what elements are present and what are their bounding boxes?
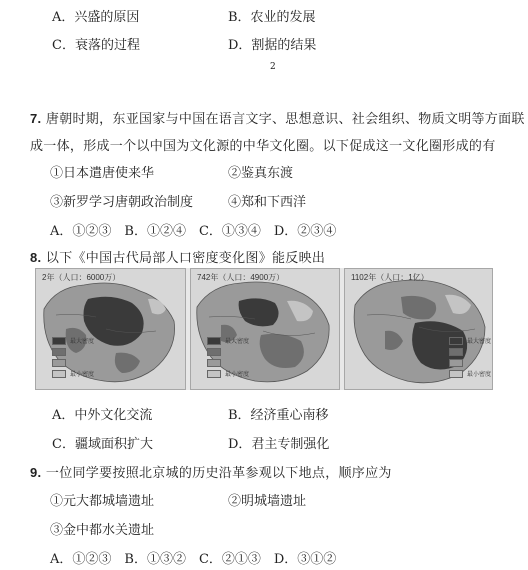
legend-label-min: 最小密度 (70, 372, 95, 378)
q6-option-d: D．割据的结果 (228, 38, 317, 53)
q9-item-1: ①元大都城墙遗址 (50, 494, 155, 509)
legend-swatch-mid (52, 348, 66, 356)
q7-item-1: ①日本遣唐使来华 (50, 166, 155, 181)
q8-stem (30, 247, 325, 266)
map-1-header: 2年（人口：6000万） (42, 273, 121, 282)
map-year-742 (190, 268, 340, 390)
map-3-legend (449, 337, 493, 381)
q7-stem-line2: 成一体，形成一个以中国为文化源的中华文化圈。以下促成这一文化圈形成的有 (30, 139, 496, 154)
legend-swatch-low (207, 359, 221, 367)
q9-stem (30, 462, 392, 481)
map-1-legend (52, 337, 96, 381)
map-3-header: 1102年（人口：1亿） (351, 273, 429, 282)
legend-label-max: 最大密度 (70, 339, 95, 345)
legend-swatch-low (449, 359, 463, 367)
q6-option-c: C．衰落的过程 (52, 38, 140, 53)
q6-option-b: B．农业的发展 (228, 10, 316, 25)
legend-label-max: 最大密度 (225, 339, 250, 345)
map-2-legend (207, 337, 251, 381)
legend-swatch-max (207, 337, 221, 345)
q6-option-a: A．兴盛的原因 (52, 10, 140, 25)
q8-option-b: B．经济重心南移 (228, 408, 329, 423)
q9-number: 9. (30, 465, 42, 480)
q9-item-3: ③金中都水关遗址 (50, 523, 155, 538)
population-density-maps (35, 268, 493, 390)
legend-swatch-min (449, 370, 463, 378)
page-number: 2 (270, 62, 276, 72)
legend-swatch-low (52, 359, 66, 367)
q8-option-a: A．中外文化交流 (52, 408, 153, 423)
q7-options: A．①②③ B．①②④ C．①③④ D．②③④ (50, 224, 337, 239)
q8-option-c: C．疆域面积扩大 (52, 437, 153, 452)
legend-swatch-max (449, 337, 463, 345)
q9-item-2: ②明城墙遗址 (228, 494, 307, 509)
legend-swatch-mid (207, 348, 221, 356)
q7-item-2: ②鉴真东渡 (228, 166, 294, 181)
q7-item-3: ③新罗学习唐朝政治制度 (50, 195, 194, 210)
q9-stem-text: 一位同学要按照北京城的历史沿革参观以下地点，顺序应为 (45, 466, 392, 481)
legend-swatch-min (52, 370, 66, 378)
legend-label-max: 最大密度 (467, 339, 492, 345)
map-2-header: 742年（人口：4900万） (197, 273, 285, 282)
q7-number: 7. (30, 111, 42, 126)
legend-label-min: 最小密度 (467, 372, 492, 378)
q7-item-4: ④郑和下西洋 (228, 195, 307, 210)
legend-label-min: 最小密度 (225, 372, 250, 378)
q8-number: 8. (30, 250, 42, 265)
q9-options: A．①②③ B．①③② C．②①③ D．③①② (50, 552, 337, 567)
q8-stem-text: 以下《中国古代局部人口密度变化图》能反映出 (45, 251, 326, 266)
q7-stem-text1: 唐朝时期，东亚国家与中国在语言文字、思想意识、社会组织、物质文明等方面联 (45, 112, 525, 127)
map-year-2 (35, 268, 186, 390)
q7-stem-line1 (30, 108, 525, 127)
map-year-1102 (344, 268, 493, 390)
legend-swatch-mid (449, 348, 463, 356)
legend-swatch-max (52, 337, 66, 345)
legend-swatch-min (207, 370, 221, 378)
q8-option-d: D．君主专制强化 (228, 437, 330, 452)
